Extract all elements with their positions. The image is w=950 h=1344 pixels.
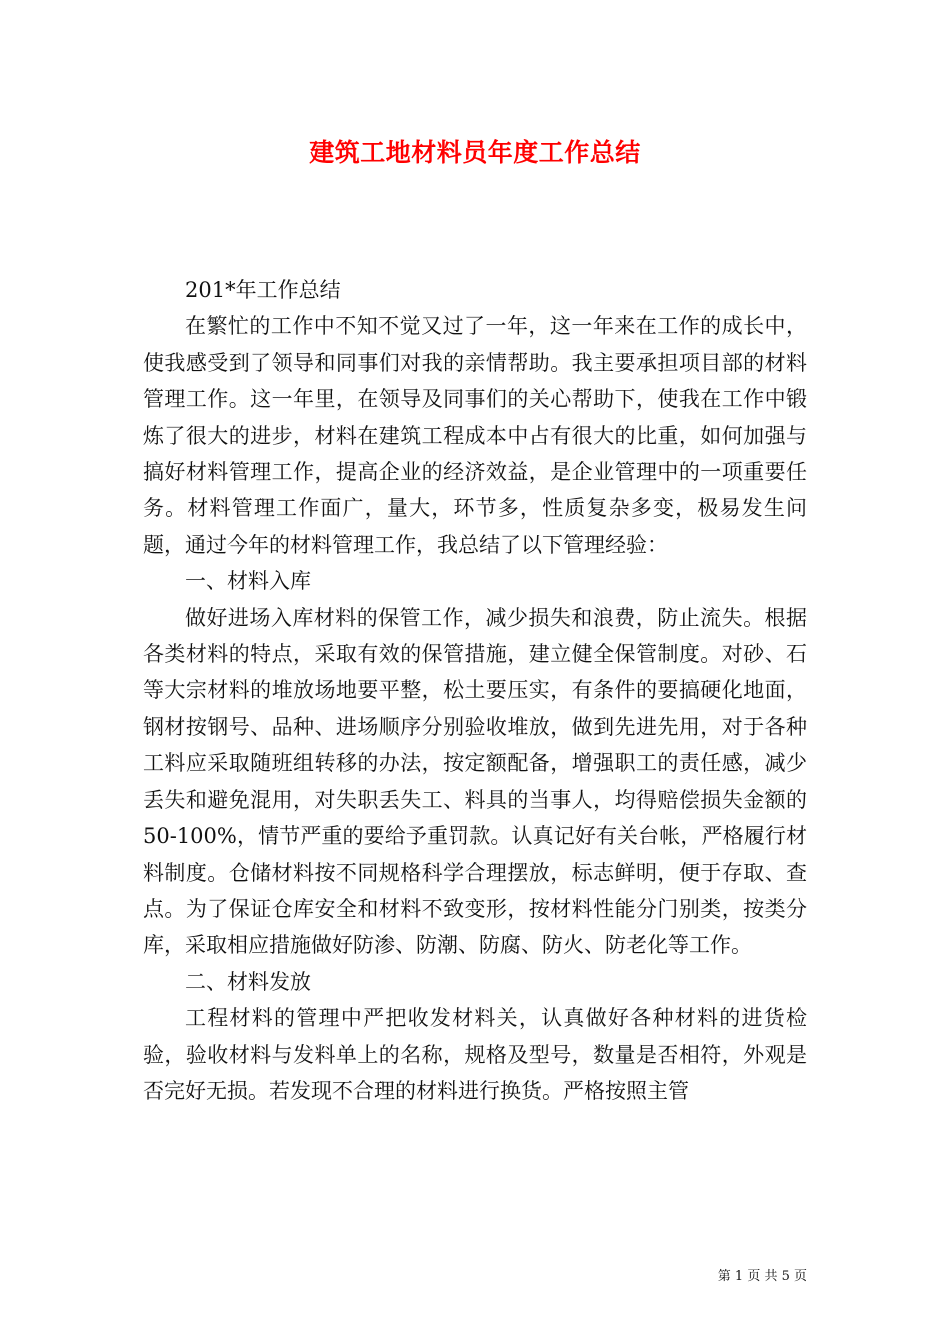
section-heading-material-storage: 一、材料入库: [185, 569, 311, 594]
paragraph-material-issue: 工程材料的管理中严把收发材料关，认真做好各种材料的进货检验，验收材料与发料单上的名称，规格及型号，数量是否相符，外观是否完好无损。若发现不合理的材料进行换货。严格按照主管: [143, 1006, 807, 1103]
document-body: [143, 272, 807, 1109]
paragraph-heading-year-summary: 201*年工作总结: [185, 278, 341, 302]
page-title: 建筑工地材料员年度工作总结: [309, 138, 641, 167]
section-heading-material-issue: 二、材料发放: [185, 969, 311, 994]
paragraph-material-storage: 做好进场入库材料的保管工作，减少损失和浪费，防止流失。根据各类材料的特点，采取有效的保管措施，建立健全保管制度。对砂、石等大宗材料的堆放场地要平整，松土要压实，有条件的要搞硬化地面，钢材按钢号、品种、进场顺序分别验收堆放，做到先进先用，对于各种工料应采取随班组转移的办法，按定额配备，增强职工的责任感，减少丢失和避免混用，对失职丢失工、料具的当事人，均得赔偿损失金额的50-100%，情节严重的要给予重罚款。认真记好有关台帐，严格履行材料制度。仓储材料按不同规格科学合理摆放，标志鲜明，便于存取、查点。为了保证仓库安全和材料不致变形，按材料性能分门别类，按类分库，采取相应措施做好防渗、防潮、防腐、防火、防老化等工作。: [143, 605, 807, 958]
paragraph-intro: 在繁忙的工作中不知不觉又过了一年，这一年来在工作的成长中，使我感受到了领导和同事们对我的亲情帮助。我主要承担项目部的材料管理工作。这一年里，在领导及同事们的关心帮助下，使我在工作中锻炼了很大的进步，材料在建筑工程成本中占有很大的比重，如何加强与搞好材料管理工作，提高企业的经济效益，是企业管理中的一项重要任务。材料管理工作面广，量大，环节多，性质复杂多变，极易发生问题，通过今年的材料管理工作，我总结了以下管理经验：: [143, 314, 807, 557]
page-number: 第 1 页 共 5 页: [717, 1269, 807, 1284]
